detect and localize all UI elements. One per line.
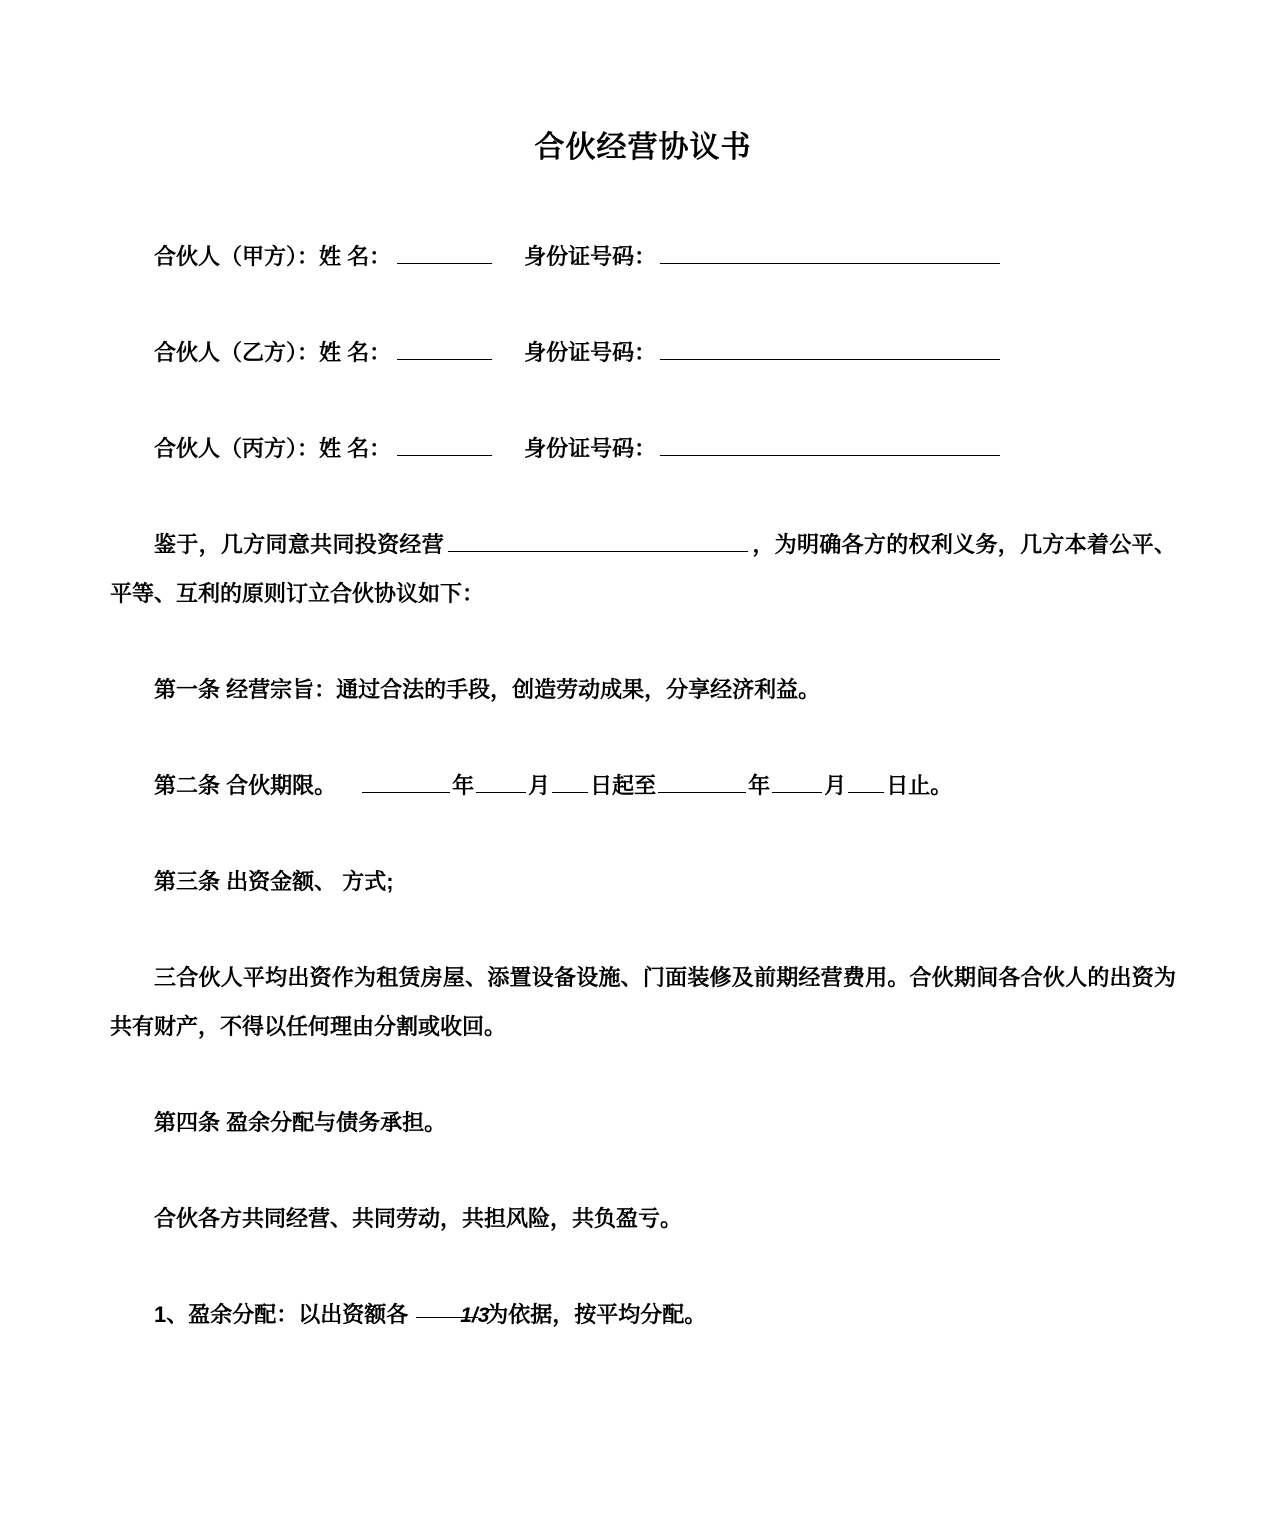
start-month-blank-line (476, 766, 526, 793)
clause-3-body: 三合伙人平均出资作为租赁房屋、添置设备设施、门面装修及前期经营费用。合伙期间各合伙人的出资为共有财产，不得以任何理由分割或收回。 (110, 965, 1176, 1039)
name-label: 姓 名： (319, 436, 392, 461)
id-blank-line (660, 333, 1000, 360)
id-label: 身份证号码： (524, 244, 657, 269)
partner-row-b (110, 328, 1176, 377)
month-unit-label: 月 (824, 773, 847, 798)
share-fraction-value: 1/3 (460, 1304, 490, 1327)
id-label: 身份证号码： (524, 436, 657, 461)
document-title: 合伙经营协议书 (534, 131, 752, 164)
clause-2 (110, 761, 1176, 810)
clause-3: 第三条 出资金额、 方式; (154, 869, 394, 894)
party-label: 合伙人（甲方）： (154, 244, 320, 269)
name-blank-line (397, 429, 492, 456)
id-blank-line (660, 429, 1000, 456)
month-unit-label: 月 (528, 773, 551, 798)
item-1-text-after: 为依据，按平均分配。 (486, 1302, 707, 1327)
day-start-label: 日起至 (590, 773, 657, 798)
name-blank-line (397, 333, 492, 360)
item-1-profit-distribution (110, 1290, 1176, 1339)
start-year-blank-line (362, 766, 450, 793)
end-month-blank-line (772, 766, 822, 793)
clause-2-head: 第二条 合伙期限。 (154, 773, 337, 798)
party-label: 合伙人（乙方）： (154, 340, 320, 365)
day-end-label: 日止。 (886, 773, 953, 798)
name-blank-line (397, 237, 492, 264)
business-blank-line (448, 525, 748, 552)
id-blank-line (660, 237, 1000, 264)
start-day-blank-line (552, 766, 588, 793)
year-unit-label: 年 (452, 773, 475, 798)
end-day-blank-line (848, 766, 884, 793)
share-fraction-blank-line (416, 1291, 490, 1327)
clause-4-body: 合伙各方共同经营、共同劳动，共担风险，共负盈亏。 (154, 1206, 683, 1231)
end-year-blank-line (658, 766, 746, 793)
partner-row-a (110, 232, 1176, 281)
preamble-text-after: ，为明确各方的权利义务，几方本着公平、平等、互利的原则订立合伙协议如下： (110, 532, 1176, 606)
clause-1: 第一条 经营宗旨：通过合法的手段，创造劳动成果，分享经济利益。 (154, 677, 821, 702)
year-unit-label: 年 (748, 773, 771, 798)
preamble-text-before: 鉴于，几方同意共同投资经营 (154, 532, 445, 557)
id-label: 身份证号码： (524, 340, 657, 365)
name-label: 姓 名： (319, 244, 392, 269)
partner-row-c (110, 424, 1176, 473)
clause-4: 第四条 盈余分配与债务承担。 (154, 1110, 447, 1135)
party-label: 合伙人（丙方）： (154, 436, 320, 461)
preamble-paragraph (110, 520, 1176, 618)
item-1-text-before: 1、盈余分配：以出资额各 (154, 1302, 409, 1327)
name-label: 姓 名： (319, 340, 392, 365)
